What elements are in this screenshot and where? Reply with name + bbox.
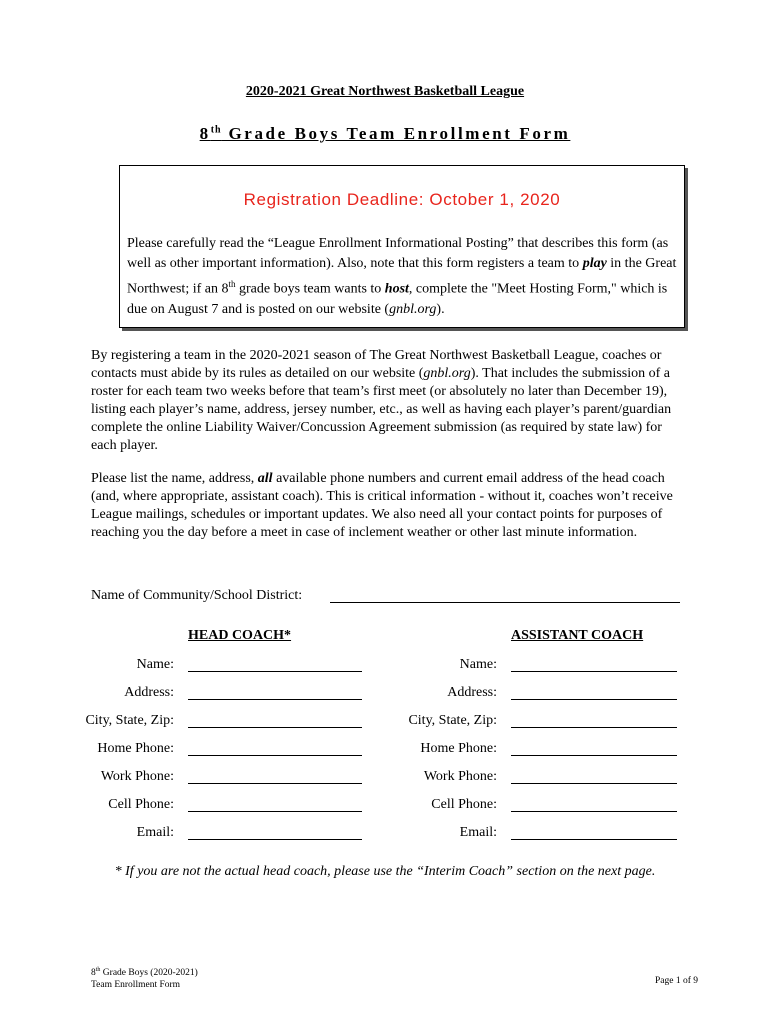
- head-city-field[interactable]: [188, 727, 362, 728]
- asst-name-label: Name:: [459, 657, 497, 672]
- notice-box: [119, 165, 685, 328]
- footer-form-name: 8th Grade Boys (2020-2021) Team Enrollment Form: [91, 967, 198, 991]
- asst-work-phone-field[interactable]: [511, 783, 677, 784]
- head-work-phone-field[interactable]: [188, 783, 362, 784]
- notice-text: Please carefully read the “League Enrollment Informational Posting” that describes this form (as well as other important information). Also, note that this form registers a team to play in the Great Northwest; if an 8th grade boys team wants to host, complete the "Meet Hosting Form," which is due on August 7 and is posted on our website (gnbl.org).: [127, 236, 677, 317]
- asst-home-phone-field[interactable]: [511, 755, 677, 756]
- head-name-label: Name:: [136, 657, 174, 672]
- head-email-label: Email:: [136, 825, 174, 840]
- contact-info-paragraph: Please list the name, address, all available phone numbers and current email address of the head coach (and, where appropriate, assistant coach). This is critical information - without it, coaches won’t receive League mailings, schedules or important updates. We also need all your contact points for purposes of reaching you the day before a meet in case of inclement weather or other last minute information.: [91, 471, 673, 540]
- interim-coach-footnote: * If you are not the actual head coach, please use the “Interim Coach” section on the next page.: [114, 864, 656, 879]
- asst-city-field[interactable]: [511, 727, 677, 728]
- asst-city-label: City, State, Zip:: [408, 713, 497, 728]
- asst-address-field[interactable]: [511, 699, 677, 700]
- head-work-phone-label: Work Phone:: [100, 769, 174, 784]
- head-coach-heading: HEAD COACH*: [188, 628, 292, 643]
- registration-deadline: Registration Deadline: October 1, 2020: [243, 190, 561, 209]
- head-cell-phone-label: Cell Phone:: [108, 797, 174, 812]
- head-home-phone-field[interactable]: [188, 755, 362, 756]
- assistant-coach-heading: ASSISTANT COACH: [511, 628, 644, 643]
- head-city-label: City, State, Zip:: [85, 713, 174, 728]
- league-title: 2020-2021 Great Northwest Basketball League: [245, 84, 525, 99]
- community-label: Name of Community/School District:: [91, 588, 303, 603]
- asst-address-label: Address:: [447, 685, 497, 700]
- head-email-field[interactable]: [188, 839, 362, 840]
- asst-cell-phone-label: Cell Phone:: [431, 797, 497, 812]
- head-name-field[interactable]: [188, 671, 362, 672]
- asst-email-field[interactable]: [511, 839, 677, 840]
- form-title: 8th Grade Boys Team Enrollment Form: [199, 124, 571, 143]
- asst-email-label: Email:: [459, 825, 497, 840]
- asst-name-field[interactable]: [511, 671, 677, 672]
- asst-cell-phone-field[interactable]: [511, 811, 677, 812]
- asst-work-phone-label: Work Phone:: [423, 769, 497, 784]
- rules-paragraph: By registering a team in the 2020-2021 season of The Great Northwest Basketball League, coaches or contacts must abide by its rules as detailed on our website (gnbl.org). That includes the submission of a roster for each team two weeks before that team’s first meet (or absolutely no later than December 19), listing each player’s name, address, jersey number, etc., as well as having each player’s parent/guardian complete the online Liability Waiver/Concussion Agreement submission (as required by state law) for each player.: [91, 348, 672, 453]
- website-link-text: gnbl.org: [423, 366, 471, 381]
- asst-home-phone-label: Home Phone:: [420, 741, 497, 756]
- page-number: Page 1 of 9: [654, 976, 698, 986]
- head-home-phone-label: Home Phone:: [97, 741, 174, 756]
- community-field[interactable]: [330, 602, 680, 603]
- head-cell-phone-field[interactable]: [188, 811, 362, 812]
- head-address-label: Address:: [124, 685, 174, 700]
- head-address-field[interactable]: [188, 699, 362, 700]
